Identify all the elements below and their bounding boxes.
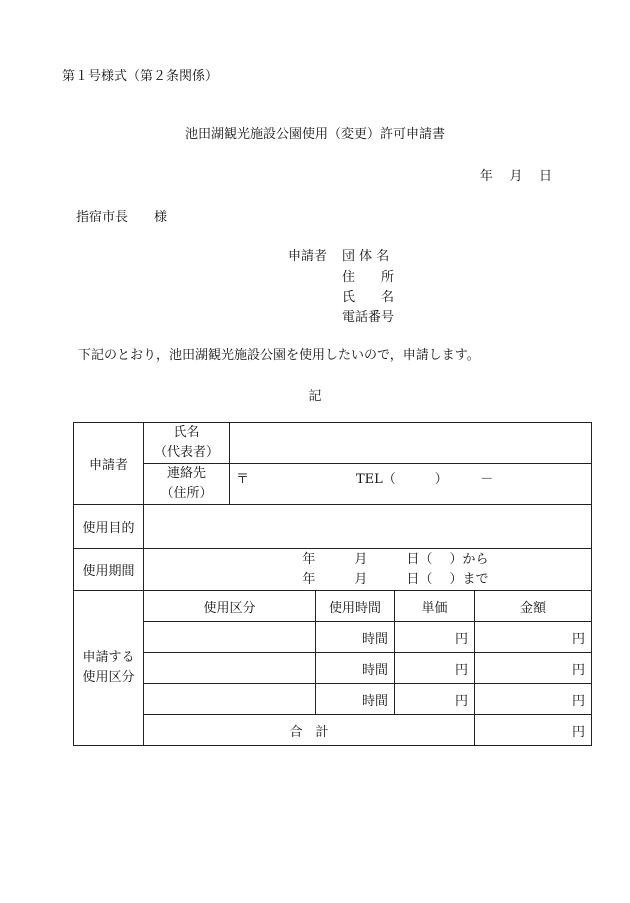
document-title: 池田湖観光施設公園使用（変更）許可申請書 bbox=[184, 127, 445, 142]
applicant-field-name: 氏 名 bbox=[342, 290, 395, 305]
usage-input-cell[interactable] bbox=[144, 684, 316, 715]
postal-mark: 〒 bbox=[236, 472, 250, 487]
usage-input-cell[interactable] bbox=[144, 653, 316, 684]
amount-cell[interactable]: 円 bbox=[475, 622, 592, 653]
purpose-input-cell[interactable] bbox=[144, 505, 592, 549]
applicant-field-group-name: 団 体 名 bbox=[342, 249, 390, 264]
form-number: 第１号様式（第２条関係） bbox=[62, 69, 219, 84]
amount-cell[interactable]: 円 bbox=[475, 684, 592, 715]
tel-label: TEL（ ） － bbox=[356, 472, 494, 487]
time-cell[interactable]: 時間 bbox=[316, 622, 395, 653]
period-from: 年 月 日（ ）から bbox=[302, 551, 489, 567]
application-table bbox=[73, 422, 592, 746]
contact-label-line2: （住所） bbox=[160, 486, 213, 501]
addressee: 指宿市長 様 bbox=[76, 210, 168, 225]
price-cell[interactable]: 円 bbox=[395, 684, 475, 715]
price-cell[interactable]: 円 bbox=[395, 653, 475, 684]
time-cell[interactable]: 時間 bbox=[316, 653, 395, 684]
intro-text: 下記のとおり，池田湖観光施設公園を使用したいので，申請します。 bbox=[78, 348, 480, 363]
applicant-cell: 申請者 bbox=[74, 423, 144, 505]
contact-input-cell[interactable] bbox=[230, 464, 592, 505]
table-row bbox=[74, 622, 592, 653]
col-header-price: 単価 bbox=[395, 591, 475, 622]
usage-section-line2: 使用区分 bbox=[82, 670, 135, 685]
period-label-cell: 使用期間 bbox=[74, 549, 144, 591]
name-input-cell[interactable] bbox=[230, 423, 592, 464]
applicant-label: 申請者 bbox=[288, 249, 328, 264]
applicant-row-group bbox=[288, 245, 389, 264]
name-label-line2: （代表者） bbox=[153, 445, 219, 460]
col-header-usage: 使用区分 bbox=[144, 591, 316, 622]
applicant-field-address: 住 所 bbox=[342, 270, 395, 285]
name-label-line1: 氏名 bbox=[173, 425, 200, 440]
period-input-cell[interactable] bbox=[144, 549, 592, 591]
period-to: 年 月 日（ ）まで bbox=[302, 571, 489, 587]
price-cell[interactable]: 円 bbox=[395, 622, 475, 653]
time-cell[interactable]: 時間 bbox=[316, 684, 395, 715]
usage-section-cell bbox=[74, 591, 144, 746]
purpose-label-cell: 使用目的 bbox=[74, 505, 144, 549]
contact-label-cell bbox=[144, 464, 230, 505]
total-amount-cell[interactable]: 円 bbox=[475, 715, 592, 746]
total-label-cell: 合 計 bbox=[144, 715, 475, 746]
date-line bbox=[480, 165, 552, 184]
usage-input-cell[interactable] bbox=[144, 622, 316, 653]
applicant-row-address bbox=[288, 266, 394, 285]
table-row bbox=[74, 653, 592, 684]
date-year-label: 年 bbox=[479, 169, 493, 184]
contact-label-line1: 連絡先 bbox=[166, 466, 206, 481]
date-day-label: 日 bbox=[538, 169, 552, 184]
applicant-row-name bbox=[288, 286, 394, 305]
applicant-field-phone: 電話番号 bbox=[342, 310, 395, 325]
amount-cell[interactable]: 円 bbox=[475, 653, 592, 684]
date-month-label: 月 bbox=[509, 169, 523, 184]
ki-heading: 記 bbox=[308, 389, 322, 404]
col-header-amount: 金額 bbox=[475, 591, 592, 622]
col-header-time: 使用時間 bbox=[316, 591, 395, 622]
applicant-row-phone bbox=[288, 306, 394, 325]
usage-section-line1: 申請する bbox=[82, 650, 135, 665]
table-row bbox=[74, 684, 592, 715]
name-label-cell bbox=[144, 423, 230, 464]
